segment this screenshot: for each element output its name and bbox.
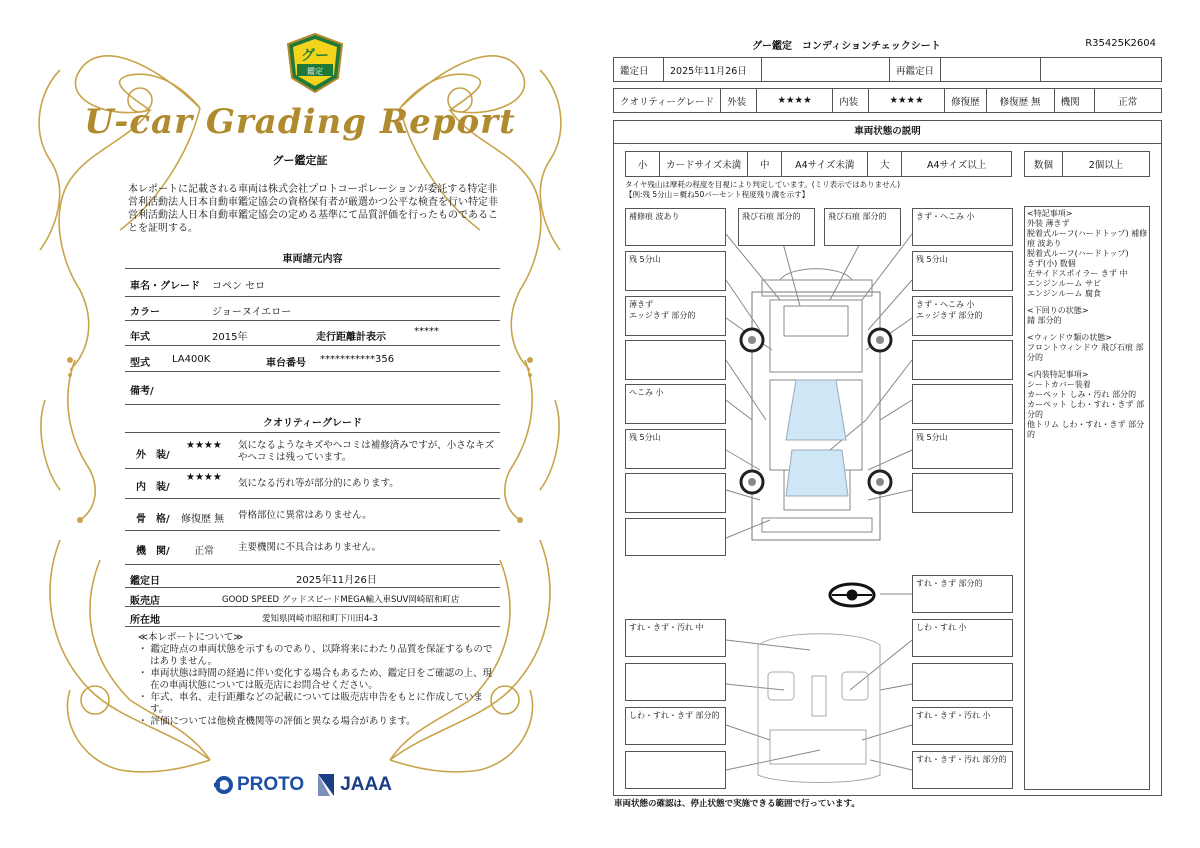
color-value: ジョーヌイエロー	[212, 307, 292, 318]
int-value: ★★★★	[869, 89, 945, 113]
ext-box-hood-2: 飛び石痕 部分的	[824, 208, 901, 246]
divider	[125, 564, 500, 565]
ext-box-right-7	[912, 473, 1013, 513]
report-notes	[138, 632, 498, 728]
spec-section-title: 車両諸元内容	[282, 254, 343, 265]
divider	[125, 468, 500, 469]
checksheet-title: グー鑑定 コンディションチェックシート	[752, 41, 941, 52]
ext-box-rear	[625, 518, 726, 556]
size-small-desc: カードサイズ未満	[660, 152, 748, 177]
ext-box-hood-1: 飛び石痕 部分的	[738, 208, 815, 246]
count-desc: 2個以上	[1063, 152, 1150, 177]
int-box-right-2	[912, 663, 1013, 701]
engine-value: 正常	[1094, 89, 1161, 113]
goo-kantei-badge-icon	[284, 32, 346, 94]
section-title: 車両状態の説明	[613, 120, 1162, 144]
model-label: 型式	[130, 358, 150, 369]
quality-interior-label: 内 装/	[136, 482, 170, 493]
quality-frame-label: 骨 格/	[136, 514, 170, 525]
quality-section-title: クオリティーグレード	[263, 418, 362, 429]
size-large-label: 大	[868, 152, 902, 177]
tire-example: 【例:残 5分山＝概ね50パーセント程度残り溝を示す】	[625, 190, 810, 199]
jaaa-logo-text: JAAA	[340, 774, 392, 795]
note-item: ・ 車両状態は時間の経過に伴い変化する場合もあるため、鑑定日をご確認の上、現在の車両状態については販売店にお問合せください。	[138, 668, 493, 691]
address-value: 愛知県岡崎市昭和町下川田4-3	[262, 614, 378, 624]
shop-label: 販売店	[130, 596, 160, 607]
certificate-statement: 本レポートに記載される車両は株式会社プロトコーポレーションが委託する特定非営利活動法人日本自動車鑑定協会の資格保有者が厳選かつ公平な検査を行い特定非営利活動法人日本自動車鑑定協会の定める基準にて品質評価を行ったものであることを証明する。	[128, 184, 498, 234]
chassis-value: ***********356	[320, 354, 395, 365]
note-item: ・ 評価については他検査機関等の評価と異なる場合があります。	[138, 716, 416, 727]
quality-interior-desc: 気になる汚れ等が部分的にあります。	[238, 478, 399, 489]
divider	[125, 606, 500, 607]
count-label: 数個	[1025, 152, 1063, 177]
quality-interior-grade: ★★★★	[186, 472, 222, 483]
quality-exterior-label: 外 装/	[136, 450, 170, 461]
ext-box-left-3: 薄きず エッジきず 部分的	[625, 296, 726, 336]
int-box-left-1: すれ・きず・汚れ 中	[625, 619, 726, 657]
date-row	[613, 57, 1162, 82]
int-box-left-2	[625, 663, 726, 701]
divider	[125, 432, 500, 433]
color-label: カラー	[130, 307, 160, 318]
footer-note: 車両状態の確認は、停止状態で実施できる範囲で行っています。	[614, 799, 860, 809]
proto-logo-text: PROTO	[237, 774, 305, 795]
ext-box-left-7	[625, 473, 726, 513]
ext-box-tire-rl: 残 5分山	[625, 429, 726, 469]
remarks-label: 備考/	[130, 386, 154, 397]
ext-value: ★★★★	[757, 89, 833, 113]
inspect-date-value: 2025年11月26日	[664, 58, 762, 82]
quality-grade-label: クオリティーグレード	[614, 89, 721, 113]
size-legend	[625, 151, 1012, 177]
ext-box-front-right: きず・へこみ 小	[912, 208, 1013, 246]
ext-box-right-4	[912, 340, 1013, 380]
mileage-value: *****	[414, 326, 439, 337]
ext-box-left-5: へこみ 小	[625, 384, 726, 424]
size-mid-desc: A4サイズ未満	[782, 152, 868, 177]
quality-engine-grade: 正常	[194, 546, 214, 557]
grade-row	[613, 88, 1162, 113]
special-notes-interior: <内装特記事項> シートカバー装着 カーペット しみ・汚れ 部分的 カーペット しわ・すれ・きず 部分的 他トリム しわ・すれ・きず 部分的	[1027, 370, 1145, 439]
divider	[125, 345, 500, 346]
ext-box-tire-fr: 残 5分山	[912, 251, 1013, 291]
svg-text:鑑定: 鑑定	[307, 67, 323, 76]
report-code: R35425K2604	[1085, 38, 1156, 49]
divider	[125, 404, 500, 405]
engine-label: 機関	[1054, 89, 1094, 113]
inspection-date-label: 鑑定日	[130, 576, 160, 587]
ext-box-right-3: きず・へこみ 小 エッジきず 部分的	[912, 296, 1013, 336]
year-value: 2015年	[212, 332, 248, 343]
size-mid-label: 中	[748, 152, 782, 177]
ext-box-right-5	[912, 384, 1013, 424]
car-name-value: コペン セロ	[212, 281, 266, 292]
ext-label: 外装	[721, 89, 757, 113]
re-inspect-date-value	[941, 58, 1041, 82]
note-item: ・ 鑑定時点の車両状態を示すものであり、以降将来にわたり品質を保証するものではありません。	[138, 644, 493, 667]
int-box-left-4	[625, 751, 726, 789]
special-notes	[1027, 209, 1151, 447]
divider	[125, 498, 500, 499]
int-box-right-1: しわ・すれ 小	[912, 619, 1013, 657]
car-name-label: 車名・グレード	[130, 281, 200, 292]
divider	[125, 320, 500, 321]
quality-frame-desc: 骨格部位に異常はありません。	[238, 510, 372, 521]
int-box-right-3: すれ・きず・汚れ 小	[912, 707, 1013, 745]
special-notes-underbody: <下回りの状態> 錆 部分的	[1027, 306, 1089, 325]
int-box-steering: すれ・きず 部分的	[912, 575, 1013, 613]
divider	[125, 371, 500, 372]
special-notes-exterior: <特記事項> 外装 薄きず 脱着式ルーフ(ハードトップ) 補修痕 波あり 脱着式ルーフ(ハードトップ) きず(小) 数個 左サイドスポイラー きず 中 エンジンルーム サビ エンジンルーム 腐食	[1027, 209, 1148, 298]
jaaa-logo-icon	[316, 772, 336, 798]
inspection-date-value: 2025年11月26日	[296, 575, 377, 586]
empty-cell	[1041, 58, 1162, 82]
divider	[125, 530, 500, 531]
special-notes-window: <ウィンドウ類の状態> フロントウィンドウ 飛び石痕 部分的	[1027, 333, 1144, 362]
proto-logo-icon	[214, 774, 234, 796]
year-label: 年式	[130, 332, 150, 343]
quality-engine-label: 機 関/	[136, 546, 170, 557]
repair-label: 修復歴	[945, 89, 987, 113]
mileage-label: 走行距離計表示	[316, 332, 386, 343]
inspect-date-label: 鑑定日	[614, 58, 664, 82]
divider	[125, 268, 500, 269]
quality-frame-grade: 修復歴 無	[181, 514, 225, 525]
int-label: 内装	[833, 89, 869, 113]
address-label: 所在地	[130, 615, 160, 626]
tire-note: タイヤ残山は摩耗の程度を目視により判定しています。(ミリ表示ではありません)	[625, 180, 901, 189]
int-box-right-4: すれ・きず・汚れ 部分的	[912, 751, 1013, 789]
repair-value: 修復歴 無	[986, 89, 1054, 113]
notes-title: ≪本レポートについて≫	[138, 632, 244, 643]
empty-cell	[762, 58, 890, 82]
size-large-desc: A4サイズ以上	[902, 152, 1012, 177]
count-legend	[1024, 151, 1150, 177]
quality-engine-desc: 主要機関に不具合はありません。	[238, 542, 382, 553]
logo-row	[214, 770, 392, 800]
ext-box-tire-rr: 残 5分山	[912, 429, 1013, 469]
ext-box-left-4	[625, 340, 726, 380]
ext-box-tire-fl: 残 5分山	[625, 251, 726, 291]
size-small-label: 小	[626, 152, 660, 177]
model-value: LA400K	[172, 354, 211, 365]
note-item: ・ 年式、車名、走行距離などの記載については販売店申告をもとに作成しています。	[138, 692, 483, 715]
shop-value: GOOD SPEED グッドスピードMEGA輸入車SUV岡崎昭和町店	[222, 595, 460, 605]
divider	[125, 296, 500, 297]
svg-text:グー: グー	[301, 48, 329, 64]
ext-box-front-left: 補修痕 波あり	[625, 208, 726, 246]
divider	[125, 626, 500, 627]
re-inspect-date-label: 再鑑定日	[890, 58, 941, 82]
quality-exterior-desc: 気になるようなキズやヘコミは補修済みですが、小さなキズやヘコミは残っています。	[238, 440, 495, 463]
int-box-left-3: しわ・すれ・きず 部分的	[625, 707, 726, 745]
certificate-title: グー鑑定証	[272, 154, 328, 167]
report-script-title: U-car Grading Report	[84, 102, 516, 142]
chassis-label: 車台番号	[266, 358, 306, 369]
quality-exterior-grade: ★★★★	[186, 440, 222, 451]
divider	[125, 587, 500, 588]
